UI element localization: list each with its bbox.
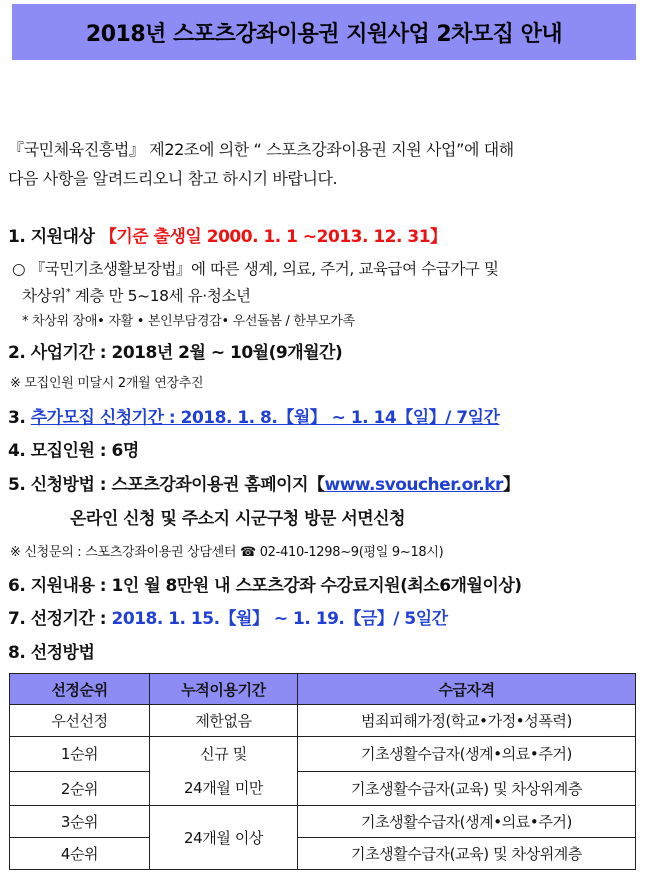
section-1-note: * 차상위 장애• 자활 • 본인부담경감• 우선돌봄 / 한부모가족 bbox=[22, 314, 355, 329]
rank-cell: 우선선정 bbox=[10, 705, 150, 737]
section-5-label: 5. 신청방법 : 스포츠강좌이용권 홈페이지【 bbox=[8, 475, 325, 495]
svoucher-link[interactable]: www.svoucher.or.kr bbox=[324, 475, 503, 495]
section-5-line-2: 온라인 신청 및 주소지 시군구청 방문 서면신청 bbox=[70, 509, 406, 529]
period-cell: 제한없음 bbox=[150, 705, 298, 737]
selection-table bbox=[9, 673, 636, 870]
page-title: 2018년 스포츠강좌이용권 지원사업 2차모집 안내 bbox=[85, 21, 563, 47]
section-2-note: ※ 모집인원 미달시 2개월 연장추진 bbox=[10, 376, 204, 391]
section-3-heading bbox=[8, 403, 499, 428]
birth-date-range: 【기준 출생일 2000. 1. 1 ~2013. 12. 31】 bbox=[99, 227, 447, 247]
section-3-number: 3. bbox=[8, 408, 31, 428]
rank-cell: 2순위 bbox=[10, 771, 150, 806]
rank-cell: 3순위 bbox=[10, 806, 150, 838]
asterisk-mark: * bbox=[65, 286, 71, 298]
qualification-cell: 범죄피해가정(학교•가정•성폭력) bbox=[298, 705, 636, 737]
qualification-cell: 기초생활수급자(교육) 및 차상위계층 bbox=[298, 771, 636, 806]
section-1-heading bbox=[8, 222, 447, 247]
section-4-heading: 4. 모집인원 : 6명 bbox=[8, 441, 139, 461]
table-header-row bbox=[10, 674, 636, 705]
qualification-cell: 기초생활수급자(생계•의료•주거) bbox=[298, 737, 636, 772]
rank-cell: 1순위 bbox=[10, 737, 150, 772]
contact-info: ※ 신청문의 : 스포츠강좌이용권 상담센터 ☎ 02-410-1298~9(평일 9~18시) bbox=[10, 545, 444, 560]
table-row bbox=[10, 806, 636, 838]
section-1-label: 1. 지원대상 bbox=[8, 227, 95, 247]
bullet-2-text-b: 계층 만 5~18세 유·청소년 bbox=[70, 287, 251, 305]
qualification-cell: 기초생활수급자(교육) 및 차상위계층 bbox=[298, 838, 636, 870]
qualification-cell: 기초생활수급자(생계•의료•주거) bbox=[298, 806, 636, 838]
period-cell: 24개월 이상 bbox=[150, 806, 298, 870]
intro-line-1: 『국민체육진흥법』 제22조에 의한 “ 스포츠강좌이용권 지원 사업”에 대해 bbox=[8, 140, 514, 159]
additional-recruit-period: 추가모집 신청기간 : 2018. 1. 8.【월】 ~ 1. 14【일】/ 7일간 bbox=[30, 408, 500, 428]
bullet-2-text-a: 차상위 bbox=[22, 287, 66, 305]
table-row bbox=[10, 705, 636, 737]
intro-line-2: 다음 사항을 알려드리오니 참고 하시기 바랍니다. bbox=[8, 169, 338, 188]
section-8-heading: 8. 선정방법 bbox=[8, 643, 95, 663]
section-1-bullet-1: ○ 『국민기초생활보장법』에 따른 생계, 의료, 주거, 교육급여 수급가구 및 bbox=[12, 260, 499, 278]
period-new-line-2: 24개월 미만 bbox=[183, 779, 263, 797]
rank-cell: 4순위 bbox=[10, 838, 150, 870]
header-period: 누적이용기간 bbox=[150, 674, 298, 705]
title-banner bbox=[12, 4, 636, 60]
section-5-heading bbox=[8, 470, 519, 495]
section-7-heading bbox=[8, 604, 448, 629]
section-5-close-bracket: 】 bbox=[502, 475, 520, 495]
header-qualification: 수급자격 bbox=[298, 674, 636, 705]
table-row bbox=[10, 771, 636, 806]
section-2-heading: 2. 사업기간 : 2018년 2월 ~ 10월(9개월간) bbox=[8, 343, 343, 363]
section-6-heading: 6. 지원내용 : 1인 월 8만원 내 스포츠강좌 수강료지원(최소6개월이상) bbox=[8, 576, 522, 596]
period-cell bbox=[150, 737, 298, 806]
table-row bbox=[10, 838, 636, 870]
section-1-bullet-2 bbox=[22, 284, 251, 306]
table-row bbox=[10, 737, 636, 772]
header-rank: 선정순위 bbox=[10, 674, 150, 705]
section-7-label: 7. 선정기간 : bbox=[8, 609, 112, 629]
period-new-line-1: 신규 및 bbox=[200, 745, 247, 763]
selection-period: 2018. 1. 15.【월】 ~ 1. 19.【금】/ 5일간 bbox=[111, 609, 448, 629]
